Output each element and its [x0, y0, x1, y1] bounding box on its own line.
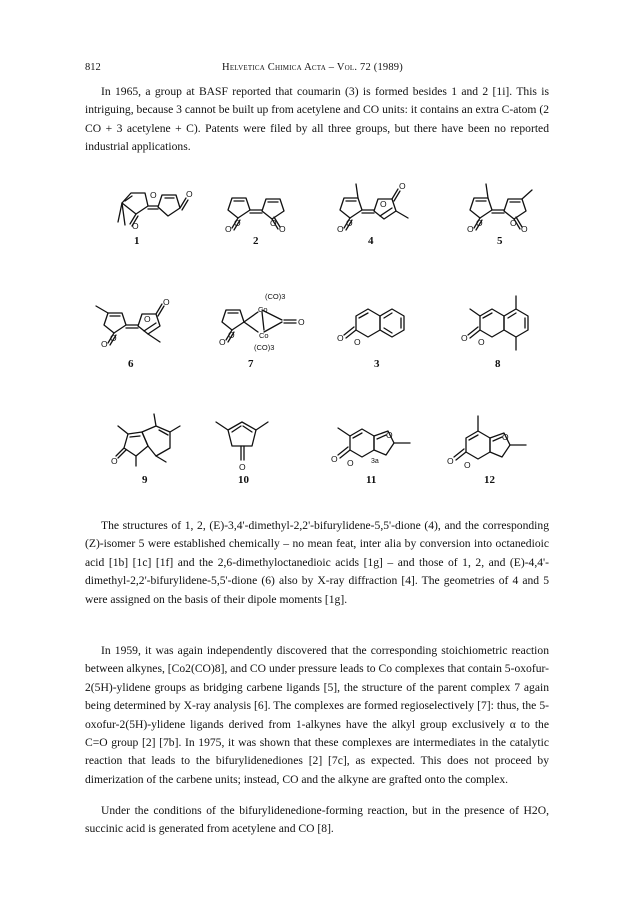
atom-label-o: O: [354, 337, 361, 347]
structure-compound-8: [468, 296, 528, 350]
compound-label-1: 1: [134, 235, 140, 247]
atom-label-co3: (CO)3: [254, 343, 275, 352]
structure-compound-11: [338, 428, 410, 458]
atom-label-o: O: [386, 430, 393, 440]
atom-label-co3: (CO)3: [265, 292, 286, 301]
compound-label-4: 4: [368, 235, 374, 247]
atom-label-o: O: [347, 458, 354, 468]
atom-label-o: O: [219, 337, 226, 347]
atom-label-o: O: [464, 460, 471, 470]
atom-label-o: O: [510, 218, 517, 228]
compound-label-8: 8: [495, 358, 501, 370]
atom-label-o: O: [521, 224, 528, 234]
atom-label-o: O: [111, 456, 118, 466]
atom-label-o: O: [225, 224, 232, 234]
atom-label-o: O: [101, 339, 108, 349]
paragraph-succinic-acid: Under the conditions of the bifurylidenedione-forming reaction, but in the presence of H2O, succinic acid is generated from acetylene and CO [8].: [85, 804, 549, 836]
atom-label-o: O: [186, 189, 193, 199]
paragraph-cobalt-complexes: In 1959, it was again independently discovered that the corresponding stoichiometric reaction between alkynes, [Co2(CO)8], and CO under pressure leads to Co complexes that contain 5-oxofur-2(5H)-ylidene groups as bridging carbene ligands [5], the structure of the parent complex 7 again being determined by X-ray analysis [6]. The complexes are formed regioselectively [7]: thus, the 5-oxofur-2(5H)-ylidene ligands derived from 1-alkynes have the alkyl group exclusively α to the C=O group [2] [7b]. In 1975, it was shown that these complexes are intermediates in the catalytic reaction that leads to the bifurylidenediones [2] [7c], as expected. This does not proceed by dimerization of the carbene units; instead, CO and the alkyne are grafted onto the complex.: [85, 644, 549, 786]
atom-label-o: O: [346, 218, 353, 228]
atom-label-o: O: [399, 181, 406, 191]
running-title: Helvetica Chimica Acta – Vol. 72 (1989): [222, 62, 403, 73]
atom-label-o: O: [279, 224, 286, 234]
atom-label-o: O: [467, 224, 474, 234]
structure-compound-10: [216, 422, 268, 460]
atom-labels: [101, 181, 528, 472]
atom-label-co: Co: [259, 331, 269, 340]
atom-label-o: O: [228, 330, 235, 340]
atom-label-o: O: [144, 314, 151, 324]
atom-label-o: O: [337, 333, 344, 343]
structure-compound-3: [344, 309, 404, 338]
atom-label-o: O: [239, 462, 246, 472]
atom-label-o: O: [337, 224, 344, 234]
compound-label-3: 3: [374, 358, 380, 370]
paragraph-intro: In 1965, a group at BASF reported that coumarin (3) is formed besides 1 and 2 [1i]. This is intriguing, because 3 cannot be built up from acetylene and CO units: it contains an extra C-atom (2 CO + 3 acetylene + C). Patents were filed by all three groups, but there have been no reported industrial applications.: [85, 85, 549, 154]
atom-label-o: O: [270, 218, 277, 228]
atom-label-o: O: [298, 317, 305, 327]
compound-label-9: 9: [142, 474, 148, 486]
atom-label-o: O: [447, 456, 454, 466]
compound-label-11: 11: [366, 474, 377, 486]
atom-label-o: O: [478, 337, 485, 347]
atom-label-o: O: [234, 218, 241, 228]
compound-label-6: 6: [128, 358, 134, 370]
structure-compound-12: [454, 416, 526, 460]
page-number: 812: [85, 62, 101, 73]
paragraph-structures: The structures of 1, 2, (E)-3,4'-dimethyl-2,2'-bifurylidene-5,5'-dione (4), and the corresponding (Z)-isomer 5 were established chemically – no mean feat, inter alia by conversion into octanedioic acid [1b] [1c] [1f] and the 2,6-dimethyloctanedioic acids [1g] – and those of 1, 2, and (E)-4,4'-dimethyl-2,2'-bifurylidene-5,5'-dione (6) also by X-ray diffraction [4]. The geometries of 4 and 5 were assigned on the basis of their dipole moments [1g].: [85, 519, 549, 606]
compound-label-7: 7: [248, 358, 254, 370]
compound-label-12: 12: [484, 474, 495, 486]
atom-label-3a: 3a: [371, 458, 379, 465]
atom-label-o: O: [380, 199, 387, 209]
compound-label-10: 10: [238, 474, 249, 486]
atom-label-o: O: [110, 333, 117, 343]
atom-label-o: O: [461, 333, 468, 343]
atom-label-o: O: [502, 432, 509, 442]
atom-label-o: O: [163, 297, 170, 307]
compound-label-5: 5: [497, 235, 503, 247]
structure-compound-9: [116, 414, 180, 466]
compound-label-2: 2: [253, 235, 259, 247]
atom-label-o: O: [331, 454, 338, 464]
atom-label-o: O: [132, 221, 139, 231]
atom-label-co: Co: [258, 305, 268, 314]
atom-label-o: O: [150, 190, 157, 200]
atom-label-o: O: [476, 218, 483, 228]
